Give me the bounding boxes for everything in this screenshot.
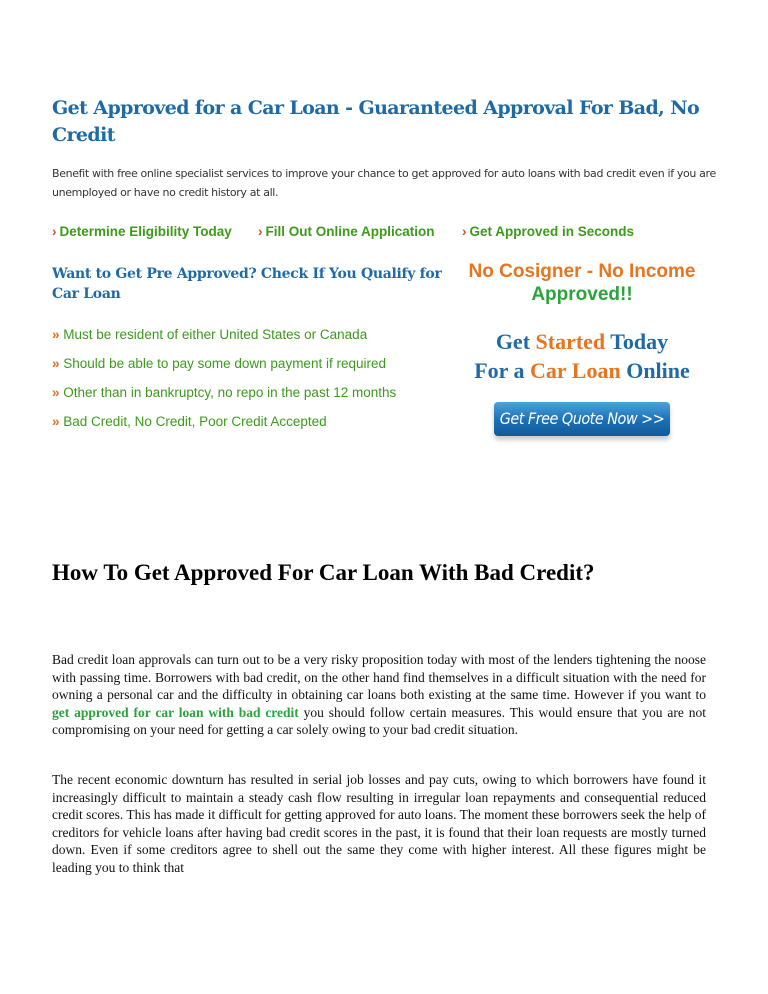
step-link-application[interactable]	[258, 224, 435, 239]
bullet-text: Bad Credit, No Credit, Poor Credit Accepted	[63, 414, 327, 429]
promo-banner	[450, 260, 714, 306]
get-free-quote-button[interactable]: Get Free Quote Now >>	[494, 402, 670, 436]
step-label: Determine Eligibility Today	[59, 224, 232, 239]
step-label: Get Approved in Seconds	[469, 224, 635, 239]
bullet-icon: »	[52, 327, 60, 342]
promo-line: Approved!!	[531, 284, 633, 305]
step-link-approved[interactable]	[462, 224, 634, 239]
list-item	[52, 385, 396, 400]
bullet-icon: »	[52, 385, 60, 400]
text: Started	[535, 329, 606, 354]
text: Bad credit loan approvals can turn out to be a very risky proposition today with most of the lenders tightening the noose with passing time. Borrowers with bad credit, on the other hand find themselves in a difficult situation with the need for owning a personal car and the difficulty in obtaining car loans both existing at the same time. However if you want to	[52, 652, 706, 702]
bullet-text: Should be able to pay some down payment if required	[63, 356, 386, 371]
text: Today	[605, 329, 669, 354]
text: Online	[620, 358, 690, 383]
paragraph: The recent economic downturn has resulted in serial job losses and pay cuts, owing to which borrowers have found it increasingly difficult to maintain a steady cash flow resulting in irregular loan repayments and consequential reduced credit scores. This has made it difficult for getting approved for auto loans. The moment these borrowers seek the help of creditors for vehicle loans after having bad credit scores in the past, it is found that their loan requests are mostly turned down. Even if some creditors agree to shell out the same they come with higher interest. All these figures might be leading you to think that	[52, 772, 706, 875]
chevron-right-icon: ›	[462, 224, 467, 239]
section-heading: How To Get Approved For Car Loan With Bad Credit?	[52, 560, 595, 585]
get-started-heading	[450, 327, 714, 385]
intro-text: Benefit with free online specialist services to improve your chance to get approved for auto loans with bad credit even if you are unemployed or have no credit history at all.	[52, 167, 716, 199]
promo-line: No Cosigner - No Income	[468, 261, 696, 282]
text: For a	[474, 358, 531, 383]
bullet-text: Must be resident of either United States or Canada	[63, 327, 368, 342]
paragraph	[52, 651, 706, 739]
chevron-right-icon: ›	[258, 224, 263, 239]
text: you should follow certain measures. This would ensure that you are not compromising on your need for getting a car solely owing to your bad credit situation.	[52, 704, 706, 737]
step-link-eligibility[interactable]	[52, 224, 232, 239]
bullet-text: Other than in bankruptcy, no repo in the past 12 months	[63, 385, 397, 400]
step-label: Fill Out Online Application	[265, 224, 435, 239]
bullet-icon: »	[52, 414, 60, 429]
text: Car Loan	[530, 358, 621, 383]
list-item	[52, 356, 386, 371]
preapproval-heading: Want to Get Pre Approved? Check If You Qualify for Car Loan	[52, 266, 442, 302]
chevron-right-icon: ›	[52, 224, 57, 239]
list-item	[52, 327, 367, 342]
approval-link[interactable]: get approved for car loan with bad credit	[52, 704, 299, 720]
bullet-icon: »	[52, 356, 60, 371]
text: Get	[495, 329, 536, 354]
list-item	[52, 414, 327, 429]
page-title: Get Approved for a Car Loan - Guaranteed Approval For Bad, No Credit	[52, 97, 700, 146]
